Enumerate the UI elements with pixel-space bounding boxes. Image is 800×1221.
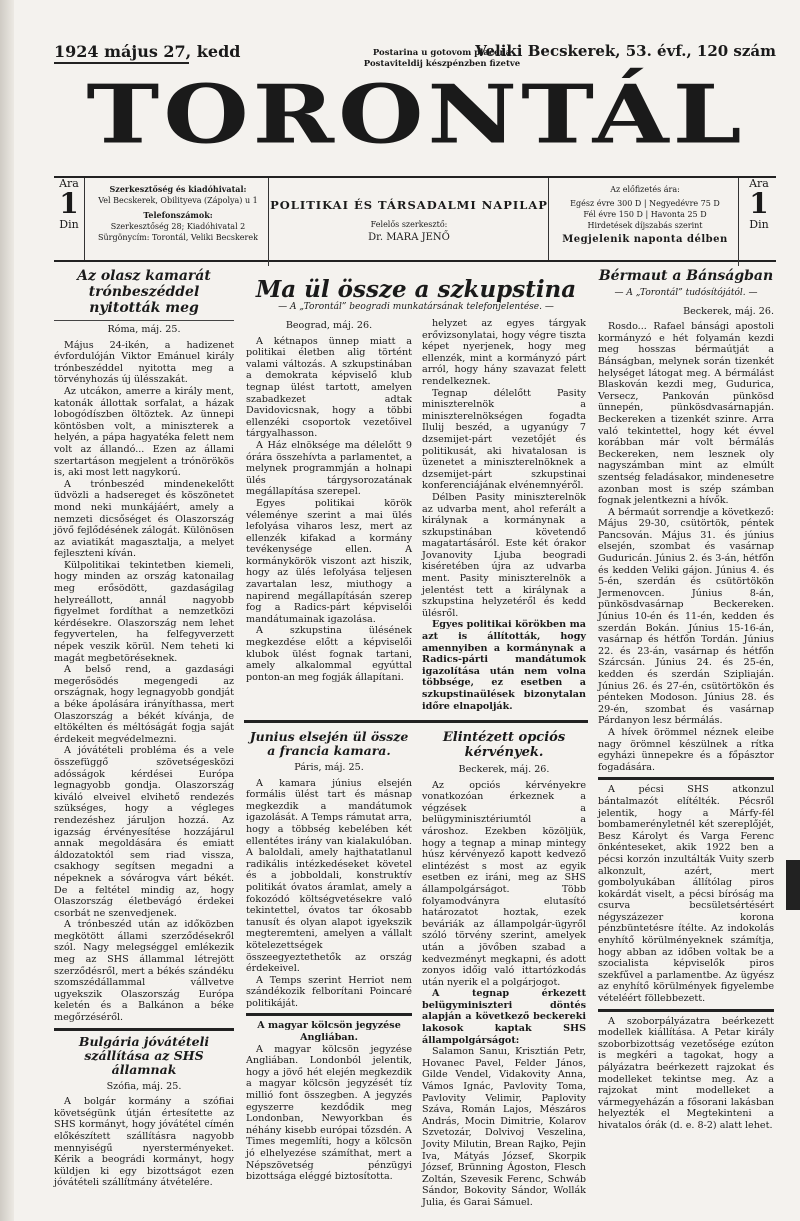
- office-title: Szerkesztőség és kiadóhivatal:: [109, 184, 247, 194]
- paper-subtitle: POLITIKAI ÉS TÁRSADALMI NAPILAP: [270, 198, 548, 212]
- article-paragraph: A trónbeszéd mindenekelőtt üdvözli a hadsereget és köszönetet mond neki munkájáért, amely a nemzeti dicsőséget és Olaszország jövő fejlődésének zálogát. Különösen az aviatikát magasztalja, a melyet fejleszteni kíván.: [54, 478, 234, 560]
- subscription-title: Az előfizetés ára:: [610, 185, 680, 194]
- editor-label: Felelős szerkesztő:: [370, 220, 448, 229]
- article-headline: Az olasz kamarát trónbeszéddel nyitották meg: [77, 268, 211, 316]
- article-paragraph: A tegnap érkezett belügyminiszteri döntés alapján a következő beckereki lakosok kaptak SHS állampolgárságot:: [422, 988, 586, 1046]
- editor-name: Dr. MARA JENŐ: [368, 232, 450, 243]
- phones-title: Telefonszámok:: [143, 210, 213, 220]
- column-4: [598, 268, 774, 1132]
- price-box-right: [742, 178, 776, 260]
- masthead-title: TORONTÁL: [86, 67, 746, 163]
- office-box: [88, 178, 269, 266]
- daily-notice: Megjelenik naponta délben: [562, 234, 728, 245]
- article-dateline: Beograd, máj. 26.: [285, 320, 373, 331]
- article-headline: A magyar kölcsön jegyzése Angliában.: [257, 1020, 401, 1044]
- center-box: [270, 178, 549, 260]
- article-paragraph: Az opciós kérvényekre vonatkozóan érkeznek a végzések a belügyminisztériumtól a városhoz. Ezekben közöljük, hogy a tegnap a minap mintegy húsz kérvényező kapott kedvező elintézést s most az egyik esetben ez iráni, meg az SHS állampolgárságot. Több folyamodványra elutasító határozatot hoztak, ezek beváriák az állampolgár-ügyről szóló törvény szerint, amelyek után a jövőben szabad a kedvezményt megkapni, és adott zonyos időig való ittartózkodás után nyerik el a polgárjogot.: [422, 779, 586, 988]
- article-paragraph: A bolgár kormány a szófiai követségünk útján értesítette az SHS kormányt, hogy jóvátétel címén előkészített szállításra nagyobb mennyiségű nyersterményeket. Kérik a beográdi kormányt, hogy küldjen ki egy bizottságot ezen jóvátételi szállítmány átvételére.: [54, 1096, 234, 1189]
- article-paragraph: A kamara június elsején formális ülést tart és másnap megkezdik a mandátumok igazolását. A Temps rámutat arra, hogy a többség kebelében két ellentétes irány van kialakulóban. A baloldali, amely hajthatatlanul radikális intézkedéseket követel és a jobboldali, konstruktív politikát óvatos áramlat, amely a fokozódó költségvetésekre való tekintettel, óvatos tar ókosabb tanusít és olyan alapot igyekszik megteremteni, amelyen a vállalt kötelezettségek összeegyeztethetők az ország érdekeivel.: [246, 777, 412, 975]
- article-paragraph: Egyes politikai körökben ma azt is állították, hogy amennyiben a kormánynak a Radics-párti mandátumok igazolítása után nem volna többsége, ez esetben a szkupstinaülések bizonytalan időre elnapolják.: [422, 619, 586, 712]
- article-paragraph: A trónbeszéd után az időközben megkötött állami szerződésekről szól. Nagy melegséggel emlékezik meg az SHS állammal létrejött szerződésről, mert a békés szándéku szomszédállammal vállvetve ugyekszik Olaszország Európa keletén és a Balkánon a béke megőrzéséről.: [54, 919, 234, 1024]
- article-paragraph: A szkupstina ülésének megkezdése előtt a képviselői klubok ülést fognak tartani, amely alkalommal egyúttal ponton-an meg fogják állapítani.: [246, 625, 412, 683]
- article-paragraph: helyzet az egyes tárgyak erővizsonylatai, hogy végre tiszta képet nyerjenek, hogy meg ellenzék, mint a kormányzó párt arról, hogy hány szavazat felett rendelkeznek.: [422, 318, 586, 387]
- divider: [246, 1013, 412, 1016]
- price-unit: Din: [749, 218, 769, 231]
- price-box-left: [54, 178, 85, 260]
- postal-line-2: Postaviteldij készpénzben fizetve: [363, 59, 521, 69]
- article-byline: — A „Torontál” tudósítójától. —: [614, 288, 758, 298]
- divider: [54, 320, 234, 321]
- article-paragraph: A szoborpályázatra beérkezett modellek kiállítása. A Petar király szoborbizottság vezetősége ezúton is megkéri a tagokat, hogy a pályázatra beérkezett rajzokat és modelleket tekintse meg. Az a rajzokat mint modelleket a vármegyeházán a fősorani lakásban helyezték el Megtekinteni a hivatalos órák (d. e. 8-2) alatt lehet.: [598, 1015, 774, 1131]
- divider: [54, 1028, 234, 1031]
- price-label: Ára: [749, 177, 769, 190]
- article-paragraph: A Temps szerint Herriot nem szándékozik felborítani Poincaré politikáját.: [246, 974, 412, 1009]
- page-edge-shadow: [0, 0, 14, 1221]
- article-paragraph: A kétnapos ünnep miatt a politikai életben alig történt valami változás. A szkupstinában a demokrata képviselő klub tegnap ülést tartott, amelyen szabadkezet adtak Davidovicsnak, hogy a többi ellenzéki csoportok vezetőivel tárgyalhasson.: [246, 335, 412, 440]
- telegram-address: Sürgönycím: Torontál, Veliki Becskerek: [98, 233, 258, 242]
- article-headline: Junius elsején ül össze a francia kamara.: [249, 729, 409, 758]
- section-divider: [244, 720, 588, 723]
- article-paragraph: A jóvátételi probléma és a vele összefüggő szövetségesközi adósságok kérdései Európa legnagyobb gondja. Olaszország kiváló elveivel elvihető rendezés szükséges, hogy a végleges rendezéshez járuljon hozzá. Az igazság érvényesítése hozzájárul annak megoldására és emiatt áldozatoktól sem riad vissza, csakhogy segítsen megadni a népeknek a sóvárogva várt békét. De a feltétel mindig az, hogy Olaszország életbevágó érdekei csorbát ne szenvedjenek.: [54, 745, 234, 919]
- price-value: 1: [59, 187, 79, 220]
- subscription-line-1: Egész évre 300 D | Negyedévre 75 D: [570, 199, 720, 208]
- divider: [598, 777, 774, 780]
- article-dateline: Páris, máj. 25.: [294, 762, 364, 773]
- article-paragraph: A Ház elnöksége ma délelőtt 9 órára összehívta a parlamentet, a melynek programmján a holnapi ülés tárgysorozatának megállapítása szerepel.: [246, 439, 412, 498]
- office-address: Vel Becskerek, Obilityeva (Zápolya) u 1: [98, 196, 258, 205]
- article-dateline: Beckerek, máj. 26.: [458, 764, 550, 775]
- article-paragraph: Május 24-ikén, a hadizenet évfordulóján Viktor Emánuel király trónbeszéddel nyitotta meg a törvényhozás új ülésszakát.: [54, 339, 234, 386]
- article-paragraph: Tegnap délelőtt Pasity miniszterelnök a miniszterelnökségen fogadta Ilulij beszéd, a ugyanúgy 7 dzsemijet-párt vezetőjét és politikusát, aki hivatalosan is üzenetet a miniszterelnöknek a dzsemijet-párt szkupstinai konferenciájának elvénemnyéről.: [422, 387, 586, 492]
- top-line: [54, 42, 776, 69]
- column-3-lower: [422, 730, 586, 1209]
- issue-number: Veliki Becskerek, 53. évf., 120 szám: [475, 42, 776, 60]
- article-paragraph: Salamon Sanuı, Krisztián Petr, Hovanec Pavel, Felder János, Gilde Vendel, Vidakovity Anna, Vámos Ignác, Pavlovity Toma, Pavlovity Velimir, Paplovity Száva, Román Lajos, Mészáros András, Mocin Dimitrie, Kolarov Szvetozár, Dolvivoj Veszelina, Jovity Milutin, Brean Rajko, Pejin Iva, Mátyás József, Skorpik József, Brünning Ágoston, Flesch Zoltán, Szevesik Ferenc, Schwáb Sándor, Bokovity Sándor, Wollák Julia, és Garai Sámuel.: [422, 1046, 586, 1208]
- article-dateline: Beckerek, máj. 26.: [683, 305, 774, 317]
- price-label: Ára: [59, 177, 79, 190]
- article-headline: Bérmaut a Bánságban: [598, 268, 774, 284]
- article-paragraph: A belső rend, a gazdasági megerősödés megengedi az országnak, hogy legnagyobb gondját a béke ápolására irányíthassa, mert Olaszország a békét kívánja, de eltökélten és méltóságát fogja saját érdekeit megvédelmezni.: [54, 664, 234, 745]
- info-bar: [54, 176, 776, 262]
- price-value: 1: [749, 187, 769, 220]
- column-2-lower: [246, 730, 412, 1183]
- column-2: [246, 318, 412, 683]
- date-underline: [54, 62, 189, 64]
- article-paragraph: A bérmaút sorrendje a következő: Május 29-30, csütörtök, péntek Pancsován. Május 31. és június elsején, szombat és vasárnap Guduricán. Június 2. és 3-án, hétfőn és kedden Veliki gájon. Június 4. és 5-én, szerdán és csütörtökön Jermenovcen. Június 8-án, pünkösdvasárnap Beckereken. Június 10-én és 11-én, kedden és szerdán Bokán. Június 15-16-án, vasárnap és hétfőn Tordán. Június 22. és 23-án, vasárnap és hétfőn Szárcsán. Június 24. és 25-én, kedden és szerdán Szipliaján. Június 26. és 27-én, csütörtökön és pénteken Modoson. Június 28. és 29-én, szombat és vasárnap Párdanyon lesz bérmálás.: [598, 506, 774, 727]
- main-byline: — A „Torontál” beogradi munkatársának telefonjelentése. —: [278, 302, 554, 312]
- article-paragraph: Délben Pasity miniszterelnök az udvarba ment, ahol referált a királynak a kormánynak a szkupstinában követendő magatartásáról. Este két órakor Jovanovity Ljuba beogradi kiséretében újra az udvarba ment. Pasity miniszterelnök a jelentést tett a királynak a szkupstina helyzetéről és kedd ülésről.: [422, 491, 586, 619]
- column-3: [422, 318, 586, 712]
- article-paragraph: Egyes politikai körök véleménye szerint a mai ülés lefolyása viharos lesz, mert az ellenzék kifakad a kormány tevékenysége ellen. A kormánykörök viszont azt hiszik, hogy az ülés lefolyása teljesen zavartalan lesz, miuthogy a napirend megállapításán szerep fog a Radics-párt képviselői mandátumainak igazolása.: [246, 497, 412, 625]
- main-headline: Ma ül össze a szkupstina: [255, 276, 577, 303]
- subscription-line-3: Hirdetések díjszabás szerint: [587, 221, 703, 230]
- scanner-edge-mark: [786, 860, 800, 910]
- article-headline: Elintézett opciós kérvények.: [442, 730, 566, 760]
- article-paragraph: A pécsi SHS atkonzul bántalmazót elítélték. Pécsről jelentik, hogy a Márfy-fél bombamerényletnél két szereplőjét, Besz Károlyt és Varga Ferenc önkénteseket, akik 1922 ben a pécsi korzón inzultálták Vuity szerb alkonzult, azért, mert gombolyukában állítólag piros kokárdát viselt, a pécsi bíróság ma csurva becsületsértésért négyszázezer korona pénzbüntetésre ítélte. Az indokolás enyhítő körülményeknek számítja, hogy abban az időben voltak be a szocialista képviselők piros szekfűvel a parlamentbe. Az ügyész az enyhítő körülmények figyelembe vételéért föllebbezett.: [598, 784, 774, 1005]
- article-paragraph: A hívek örömmel néznek eleibe nagy örömnel készülnek a rítka egyházi ünnepekre és a főpásztor fogadására.: [598, 726, 774, 773]
- article-paragraph: Külpolitikai tekintetben kiemeli, hogy minden az ország katonailag meg erősödött, gazdaságilag helyreállott, annál nagyobb figyelmet fordíthat a nemzetközi kérdésekre. Olaszország nem lehet fegyvertelen, ha felfegyverzett népek veszik körül. Nem teheti ki magát megbetöréseknek.: [54, 559, 234, 664]
- issue-date: 1924 május 27, kedd: [54, 42, 241, 61]
- article-headline: Bulgária jóvátételi szállítása az SHS államnak: [78, 1033, 210, 1077]
- price-unit: Din: [59, 218, 79, 231]
- postal-line-1: Postarina u gotovom plaćena: [372, 48, 512, 58]
- divider: [598, 1009, 774, 1012]
- article-dateline: Szófia, máj. 25.: [106, 1080, 182, 1092]
- subscription-box: [552, 178, 739, 266]
- article-paragraph: Rosdo... Rafael bánsági apostoli kormányzó e hét folyamán kezdi meg hosszas bérmaútját a Bánságban, melynek során tizenkét helységet látogat meg. A bérmálást Blaskován kezdi meg, Gudurica, Versecz, Pankován pünkösd ünnepén, pünkösdvasárnapján. Beckereken a tizenkét szinre. Arra való tekintettel, hogy két évvel korábban már volt bérmálás Beckereken, nem lesznek oly nagyszámban mint az elmúlt szentség feladásakor, mindenesetre azonban most is szép számban fognak jelentkezni a hívők.: [598, 321, 774, 507]
- article-paragraph: Az utcákon, amerre a király ment, katonák állottak sorfalat, a házak lobogódíszben öltöztek. Az ünnepi köntösben volt, a miniszterek a helyén, a pápa hagyatéka felett nem volt az állandó... Ezen az állami szertartáson megjelent a trónörökös is, aki most lett nagykorú.: [54, 385, 234, 479]
- phones: Szerkesztőség 28; Kiadóhivatal 2: [110, 222, 246, 231]
- column-1: [54, 268, 234, 1189]
- subscription-line-2: Fél évre 150 D | Havonta 25 D: [583, 210, 707, 219]
- article-paragraph: A magyar kölcsön jegyzése Angliában. Londonból jelentik, hogy a jövő hét elején megkezdik a magyar kölcsön jegyzését tíz millió font összegben. A jegyzés egyszerre kezdődik meg Londonban, Newyorkban és néhány kisebb európai tőzsdén. A Times megemlíti, hogy a kölcsön jó elhelyezése számíthat, mert a Népszövetség pénzügyi bizottsága eléggé biztosította.: [246, 1043, 412, 1183]
- article-dateline: Róma, máj. 25.: [107, 324, 181, 335]
